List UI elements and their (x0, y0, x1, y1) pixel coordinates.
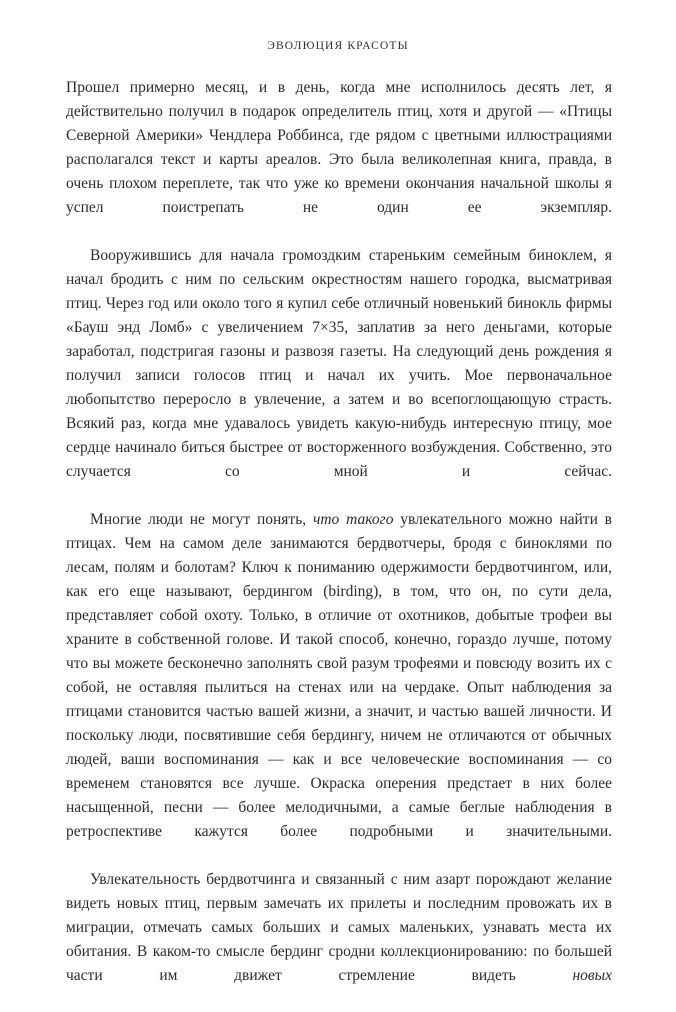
italic-emphasis: новых (572, 967, 612, 984)
paragraph (66, 868, 612, 1012)
body-text-column (66, 76, 612, 1012)
paragraph (66, 244, 612, 508)
text-run: Увлекательность бердвотчинга и связанный с ним азарт порождают желание видеть новых птиц, первым замечать их прилеты и последним провожать их в миграции, отмечать самых больших и самых маленьких, узнавать места их обитания. В каком-то смысле бердинг сродни коллекционированию: по большей части им движет стремление видеть (66, 871, 612, 984)
text-run: увлекательного можно найти в птицах. Чем на самом деле занимаются бердвотчеры, бродя с биноклями по лесам, полям и болотам? Ключ к пониманию одержимости бердвотчингом, или, как его еще называют, бердингом (birding), в том, что он, по сути дела, представляет собой охоту. Только, в отличие от охотников, добытые трофеи вы храните в собственной голове. И такой способ, конечно, гораздо лучше, потому что вы можете бесконечно заполнять свой разум трофеями и повсюду возить их с собой, не оставляя пылиться на стенах или на чердаке. Опыт наблюдения за птицами становится частью вашей жизни, а значит, и частью вашей личности. И поскольку люди, посвятившие себя бердингу, ничем не отличаются от обычных людей, ваши воспоминания — как и все человеческие воспоминания — со временем становятся все лучше. Окраска оперения предстает в них более насыщенной, песни — более мелодичными, а самые беглые наблюдения в ретроспективе кажутся более подробными и значительными. (66, 511, 612, 840)
running-header: ЭВОЛЮЦИЯ КРАСОТЫ (267, 40, 409, 52)
paragraph (66, 508, 612, 868)
italic-emphasis: что такого (312, 511, 394, 528)
text-run: Многие люди не могут понять, (90, 511, 313, 528)
text-run: Прошел примерно месяц, и в день, когда мне исполнилось десять лет, я действительно получил в подарок определитель птиц, хотя и другой — «Птицы Северной Америки» Чендлера Роббинса, где рядом с цветными иллюстрациями располагался текст и карты ареалов. Это была великолепная книга, правда, в очень плохом переплете, так что уже ко времени окончания начальной школы я успел поистрепать не один ее экземпляр. (66, 79, 612, 216)
text-run: Вооружившись для начала громоздким стареньким семейным биноклем, я начал бродить с ним по сельским окрестностям нашего городка, высматривая птиц. Через год или около того я купил себе отличный новенький бинокль фирмы «Бауш энд Ломб» с увеличением 7×35, заплатив за него деньгами, которые заработал, подстригая газоны и развозя газеты. На следующий день рождения я получил записи голосов птиц и начал их учить. Мое первоначальное любопытство переросло в увлечение, а затем и во всепоглощающую страсть. Всякий раз, когда мне удавалось увидеть какую-нибудь интересную птицу, мое сердце начинало биться быстрее от восторженного возбуждения. Собственно, это случается со мной и сейчас. (66, 247, 612, 480)
paragraph (66, 76, 612, 244)
